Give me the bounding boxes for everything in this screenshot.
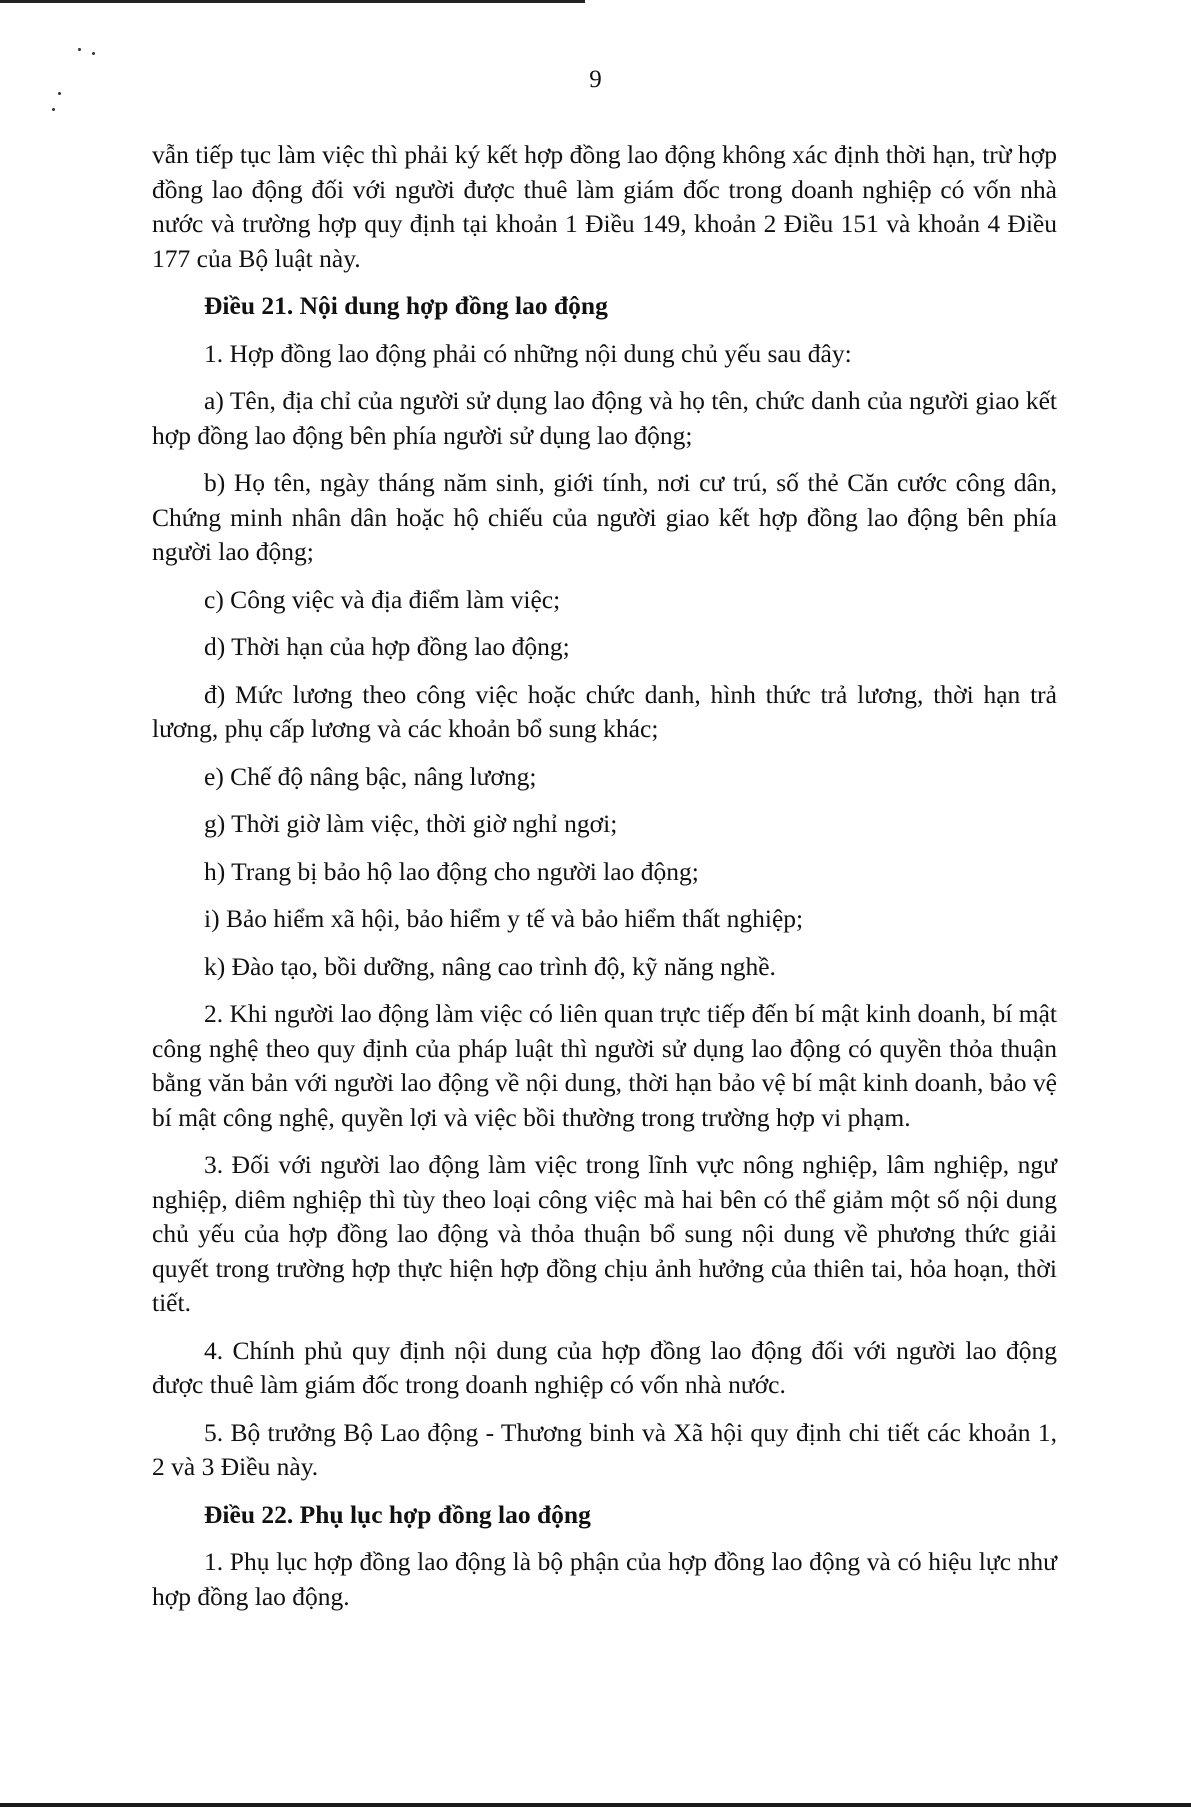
point-k: k) Đào tạo, bồi dưỡng, nâng cao trình độ, kỹ năng nghề.	[204, 951, 776, 981]
clause-1: 1. Hợp đồng lao động phải có những nội dung chủ yếu sau đây:	[204, 338, 852, 368]
clause-2: 2. Khi người lao động làm việc có liên quan trực tiếp đến bí mật kinh doanh, bí mật công nghệ theo quy định của pháp luật thì người sử dụng lao động có quyền thỏa thuận bằng văn bản với người lao động về nội dung, thời hạn bảo vệ bí mật kinh doanh, bảo vệ bí mật công nghệ, quyền lợi và việc bồi thường trong trường hợp vi phạm.	[152, 999, 1057, 1132]
point-d: d) Thời hạn của hợp đồng lao động;	[204, 632, 570, 661]
point-h: h) Trang bị bảo hộ lao động cho người lao động;	[204, 856, 699, 886]
scan-speck	[92, 52, 95, 55]
page-number: 9	[589, 66, 602, 93]
document-body	[152, 138, 1057, 1627]
point-e: e) Chế độ nâng bậc, nâng lương;	[204, 761, 537, 791]
article-21-heading: Điều 21. Nội dung hợp đồng lao động	[204, 291, 608, 320]
point-dd: đ) Mức lương theo công việc hoặc chức danh, hình thức trả lương, thời hạn trả lương, phụ cấp lương và các khoản bổ sung khác;	[152, 679, 1057, 743]
article-22-clause-1: 1. Phụ lục hợp đồng lao động là bộ phận của hợp đồng lao động và có hiệu lực như hợp đồng lao động.	[152, 1547, 1057, 1611]
point-c: c) Công việc và địa điểm làm việc;	[204, 584, 561, 614]
scan-bottom-edge	[0, 1803, 1191, 1807]
clause-4: 4. Chính phủ quy định nội dung của hợp đồng lao động đối với người lao động được thuê làm giám đốc trong doanh nghiệp có vốn nhà nước.	[152, 1335, 1057, 1399]
point-b: b) Họ tên, ngày tháng năm sinh, giới tính, nơi cư trú, số thẻ Căn cước công dân, Chứng minh nhân dân hoặc hộ chiếu của người giao kết hợp đồng lao động bên phía người lao động;	[152, 468, 1057, 566]
point-i: i) Bảo hiểm xã hội, bảo hiểm y tế và bảo hiểm thất nghiệp;	[204, 904, 804, 933]
scan-speck	[52, 108, 55, 111]
article-22-heading: Điều 22. Phụ lục hợp đồng lao động	[204, 1499, 591, 1529]
scan-speck	[78, 48, 81, 51]
paragraph-continuation: vẫn tiếp tục làm việc thì phải ký kết hợp đồng lao động không xác định thời hạn, trừ hợp đồng lao động đối với người được thuê làm giám đốc trong doanh nghiệp có vốn nhà nước và trường hợp quy định tại khoản 1 Điều 149, khoản 2 Điều 151 và khoản 4 Điều 177 của Bộ luật này.	[152, 140, 1057, 273]
clause-5: 5. Bộ trưởng Bộ Lao động - Thương binh và Xã hội quy định chi tiết các khoản 1, 2 và 3 Điều này.	[152, 1417, 1057, 1481]
scan-top-edge	[0, 0, 585, 3]
point-g: g) Thời giờ làm việc, thời giờ nghỉ ngơi;	[204, 809, 618, 838]
point-a: a) Tên, địa chỉ của người sử dụng lao động và họ tên, chức danh của người giao kết hợp đồng lao động bên phía người sử dụng lao động;	[152, 386, 1057, 450]
clause-3: 3. Đối với người lao động làm việc trong lĩnh vực nông nghiệp, lâm nghiệp, ngư nghiệp, diêm nghiệp thì tùy theo loại công việc mà hai bên có thể giảm một số nội dung chủ yếu của hợp đồng lao động và thỏa thuận bổ sung nội dung về phương thức giải quyết trong trường hợp thực hiện hợp đồng chịu ảnh hưởng của thiên tai, hỏa hoạn, thời tiết.	[152, 1150, 1057, 1317]
